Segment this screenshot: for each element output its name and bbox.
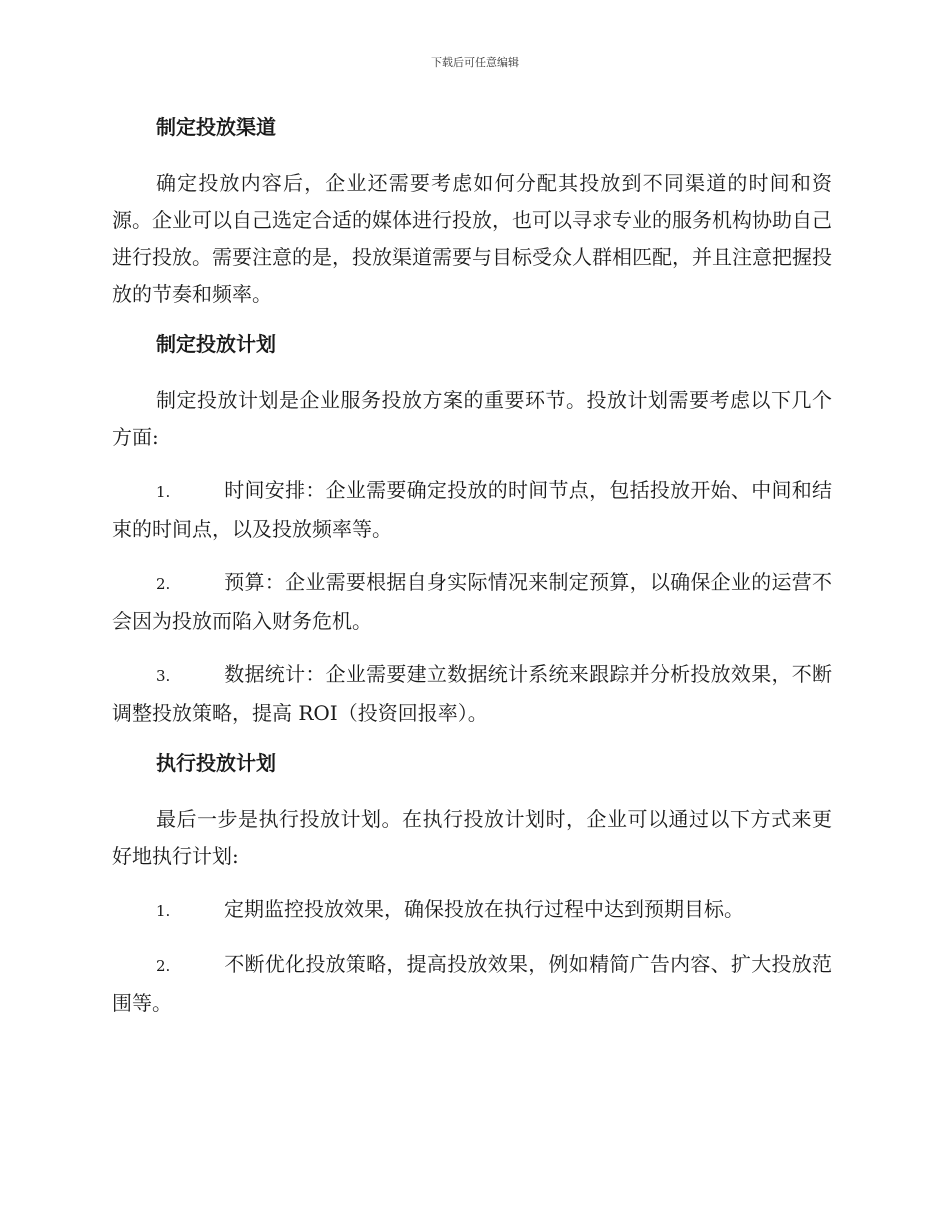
list-item-number: 3.	[156, 667, 171, 685]
section-heading-execute: 执行投放计划	[156, 751, 276, 775]
list-item-text: 定期监控投放效果，确保投放在执行过程中达到预期目标。	[224, 897, 744, 921]
section-paragraph-channels: 确定投放内容后，企业还需要考虑如何分配其投放到不同渠道的时间和资源。企业可以自己选定合适的媒体进行投放，也可以寻求专业的服务机构协助自己进行投放。需要注意的是，投放渠道需要与目标受众人群相匹配，并且注意把握投放的节奏和频率。	[112, 171, 832, 306]
section-heading-plan: 制定投放计划	[156, 332, 276, 356]
list-item	[112, 891, 832, 930]
list-item-text: 不断优化投放策略，提高投放效果，例如精简广告内容、扩大投放范围等。	[112, 952, 832, 1015]
list-item	[112, 946, 832, 1022]
list-item	[112, 472, 832, 548]
section-paragraph-plan: 制定投放计划是企业服务投放方案的重要环节。投放计划需要考虑以下几个方面:	[112, 388, 832, 449]
document-body	[112, 112, 832, 1038]
section-heading-channels: 制定投放渠道	[156, 115, 276, 139]
list-item-number: 2.	[156, 957, 171, 975]
list-item	[112, 564, 832, 640]
page-header: 下载后可任意编辑	[431, 56, 519, 69]
list-item-text: 数据统计：企业需要建立数据统计系统来跟踪并分析投放效果，不断调整投放策略，提高 ROI（投资回报率）。	[112, 662, 832, 725]
list-item-number: 1.	[156, 483, 171, 501]
list-item-text: 时间安排：企业需要确定投放的时间节点，包括投放开始、中间和结束的时间点，以及投放频率等。	[112, 478, 832, 541]
section-paragraph-execute: 最后一步是执行投放计划。在执行投放计划时，企业可以通过以下方式来更好地执行计划:	[112, 807, 832, 868]
list-item-number: 1.	[156, 902, 171, 920]
list-item-text: 预算：企业需要根据自身实际情况来制定预算，以确保企业的运营不会因为投放而陷入财务危机。	[112, 570, 832, 633]
list-item	[112, 656, 832, 732]
list-item-number: 2.	[156, 575, 171, 593]
